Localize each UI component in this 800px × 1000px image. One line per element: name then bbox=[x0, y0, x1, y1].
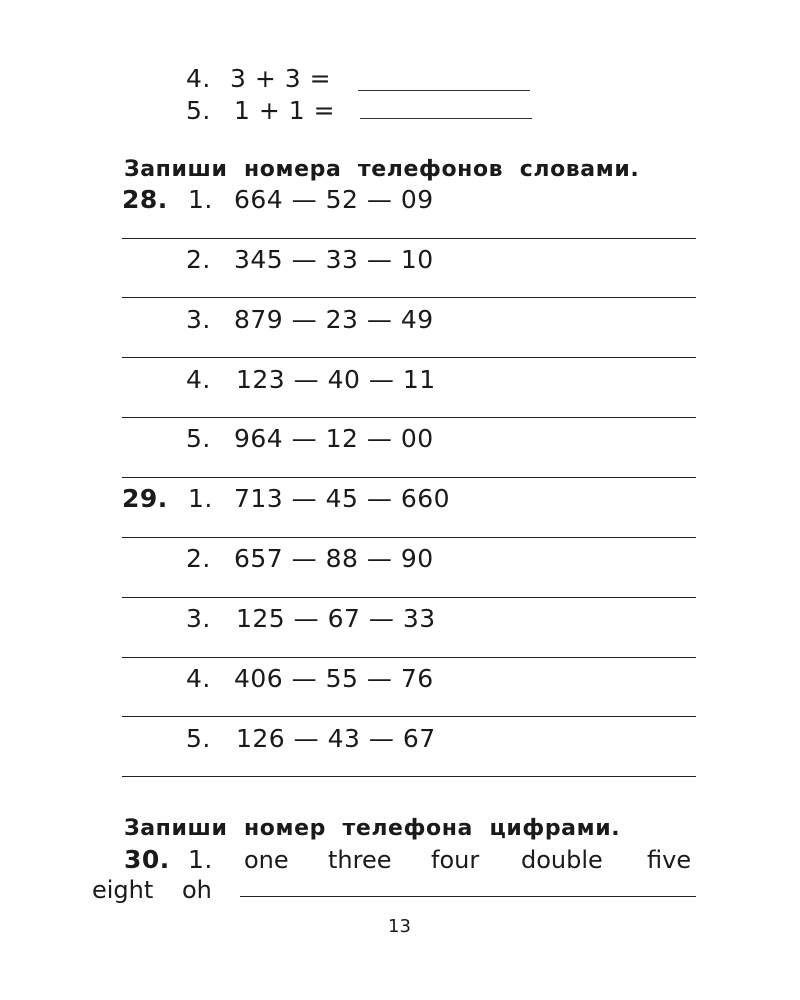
ex29-item-2-number: 2. bbox=[186, 544, 211, 573]
ex28-item-2-answer-line[interactable] bbox=[122, 297, 696, 298]
ex30-word: four bbox=[431, 846, 480, 874]
ex29-item-4-answer-line[interactable] bbox=[122, 716, 696, 717]
ex28-item-3-number: 3. bbox=[186, 305, 211, 334]
ex30-word: five bbox=[647, 846, 692, 874]
equation-4-number: 4. bbox=[186, 64, 211, 93]
ex30-word: eight bbox=[92, 876, 154, 904]
ex28-item-2-phone: 345 — 33 — 10 bbox=[234, 245, 434, 274]
ex29-item-3-phone: 125 — 67 — 33 bbox=[236, 604, 436, 633]
ex28-item-1-answer-line[interactable] bbox=[122, 238, 696, 239]
ex29-item-2-phone: 657 — 88 — 90 bbox=[234, 544, 434, 573]
exercise-29-label: 29. bbox=[122, 484, 168, 513]
exercise-30-label: 30. bbox=[124, 845, 170, 874]
equation-4-expression: 3 + 3 = bbox=[230, 64, 332, 93]
ex29-item-3-number: 3. bbox=[186, 604, 211, 633]
ex28-item-5-answer-line[interactable] bbox=[122, 477, 696, 478]
equation-5-number: 5. bbox=[186, 96, 211, 125]
ex30-word: oh bbox=[182, 876, 212, 904]
ex28-item-1-phone: 664 — 52 — 09 bbox=[234, 185, 434, 214]
ex29-item-1-answer-line[interactable] bbox=[122, 537, 696, 538]
ex30-word: one bbox=[244, 846, 289, 874]
ex29-item-4-number: 4. bbox=[186, 664, 211, 693]
ex29-item-2-answer-line[interactable] bbox=[122, 597, 696, 598]
ex28-item-5-phone: 964 — 12 — 00 bbox=[234, 424, 434, 453]
ex28-item-4-answer-line[interactable] bbox=[122, 417, 696, 418]
ex28-item-4-phone: 123 — 40 — 11 bbox=[236, 365, 436, 394]
section-heading-words: Запиши номера телефонов словами. bbox=[124, 157, 640, 182]
ex29-item-1-number: 1. bbox=[188, 484, 213, 513]
ex28-item-3-phone: 879 — 23 — 49 bbox=[234, 305, 434, 334]
equation-5-answer-blank[interactable] bbox=[360, 118, 532, 119]
ex30-word: double bbox=[521, 846, 603, 874]
ex28-item-1-number: 1. bbox=[188, 185, 213, 214]
ex29-item-5-number: 5. bbox=[186, 724, 211, 753]
ex28-item-2-number: 2. bbox=[186, 245, 211, 274]
section-heading-digits: Запиши номер телефона цифрами. bbox=[124, 816, 621, 841]
equation-5-expression: 1 + 1 = bbox=[234, 96, 336, 125]
ex29-item-5-answer-line[interactable] bbox=[122, 776, 696, 777]
ex28-item-3-answer-line[interactable] bbox=[122, 357, 696, 358]
ex29-item-4-phone: 406 — 55 — 76 bbox=[234, 664, 434, 693]
ex29-item-1-phone: 713 — 45 — 660 bbox=[234, 484, 451, 513]
ex30-item-1-number: 1. bbox=[188, 845, 213, 874]
ex30-answer-line[interactable] bbox=[240, 896, 696, 897]
ex29-item-3-answer-line[interactable] bbox=[122, 657, 696, 658]
equation-4-answer-blank[interactable] bbox=[358, 90, 530, 91]
ex29-item-5-phone: 126 — 43 — 67 bbox=[236, 724, 436, 753]
ex28-item-5-number: 5. bbox=[186, 424, 211, 453]
exercise-28-label: 28. bbox=[122, 185, 168, 214]
ex28-item-4-number: 4. bbox=[186, 365, 211, 394]
ex30-word: three bbox=[328, 846, 392, 874]
page-number: 13 bbox=[388, 916, 411, 937]
